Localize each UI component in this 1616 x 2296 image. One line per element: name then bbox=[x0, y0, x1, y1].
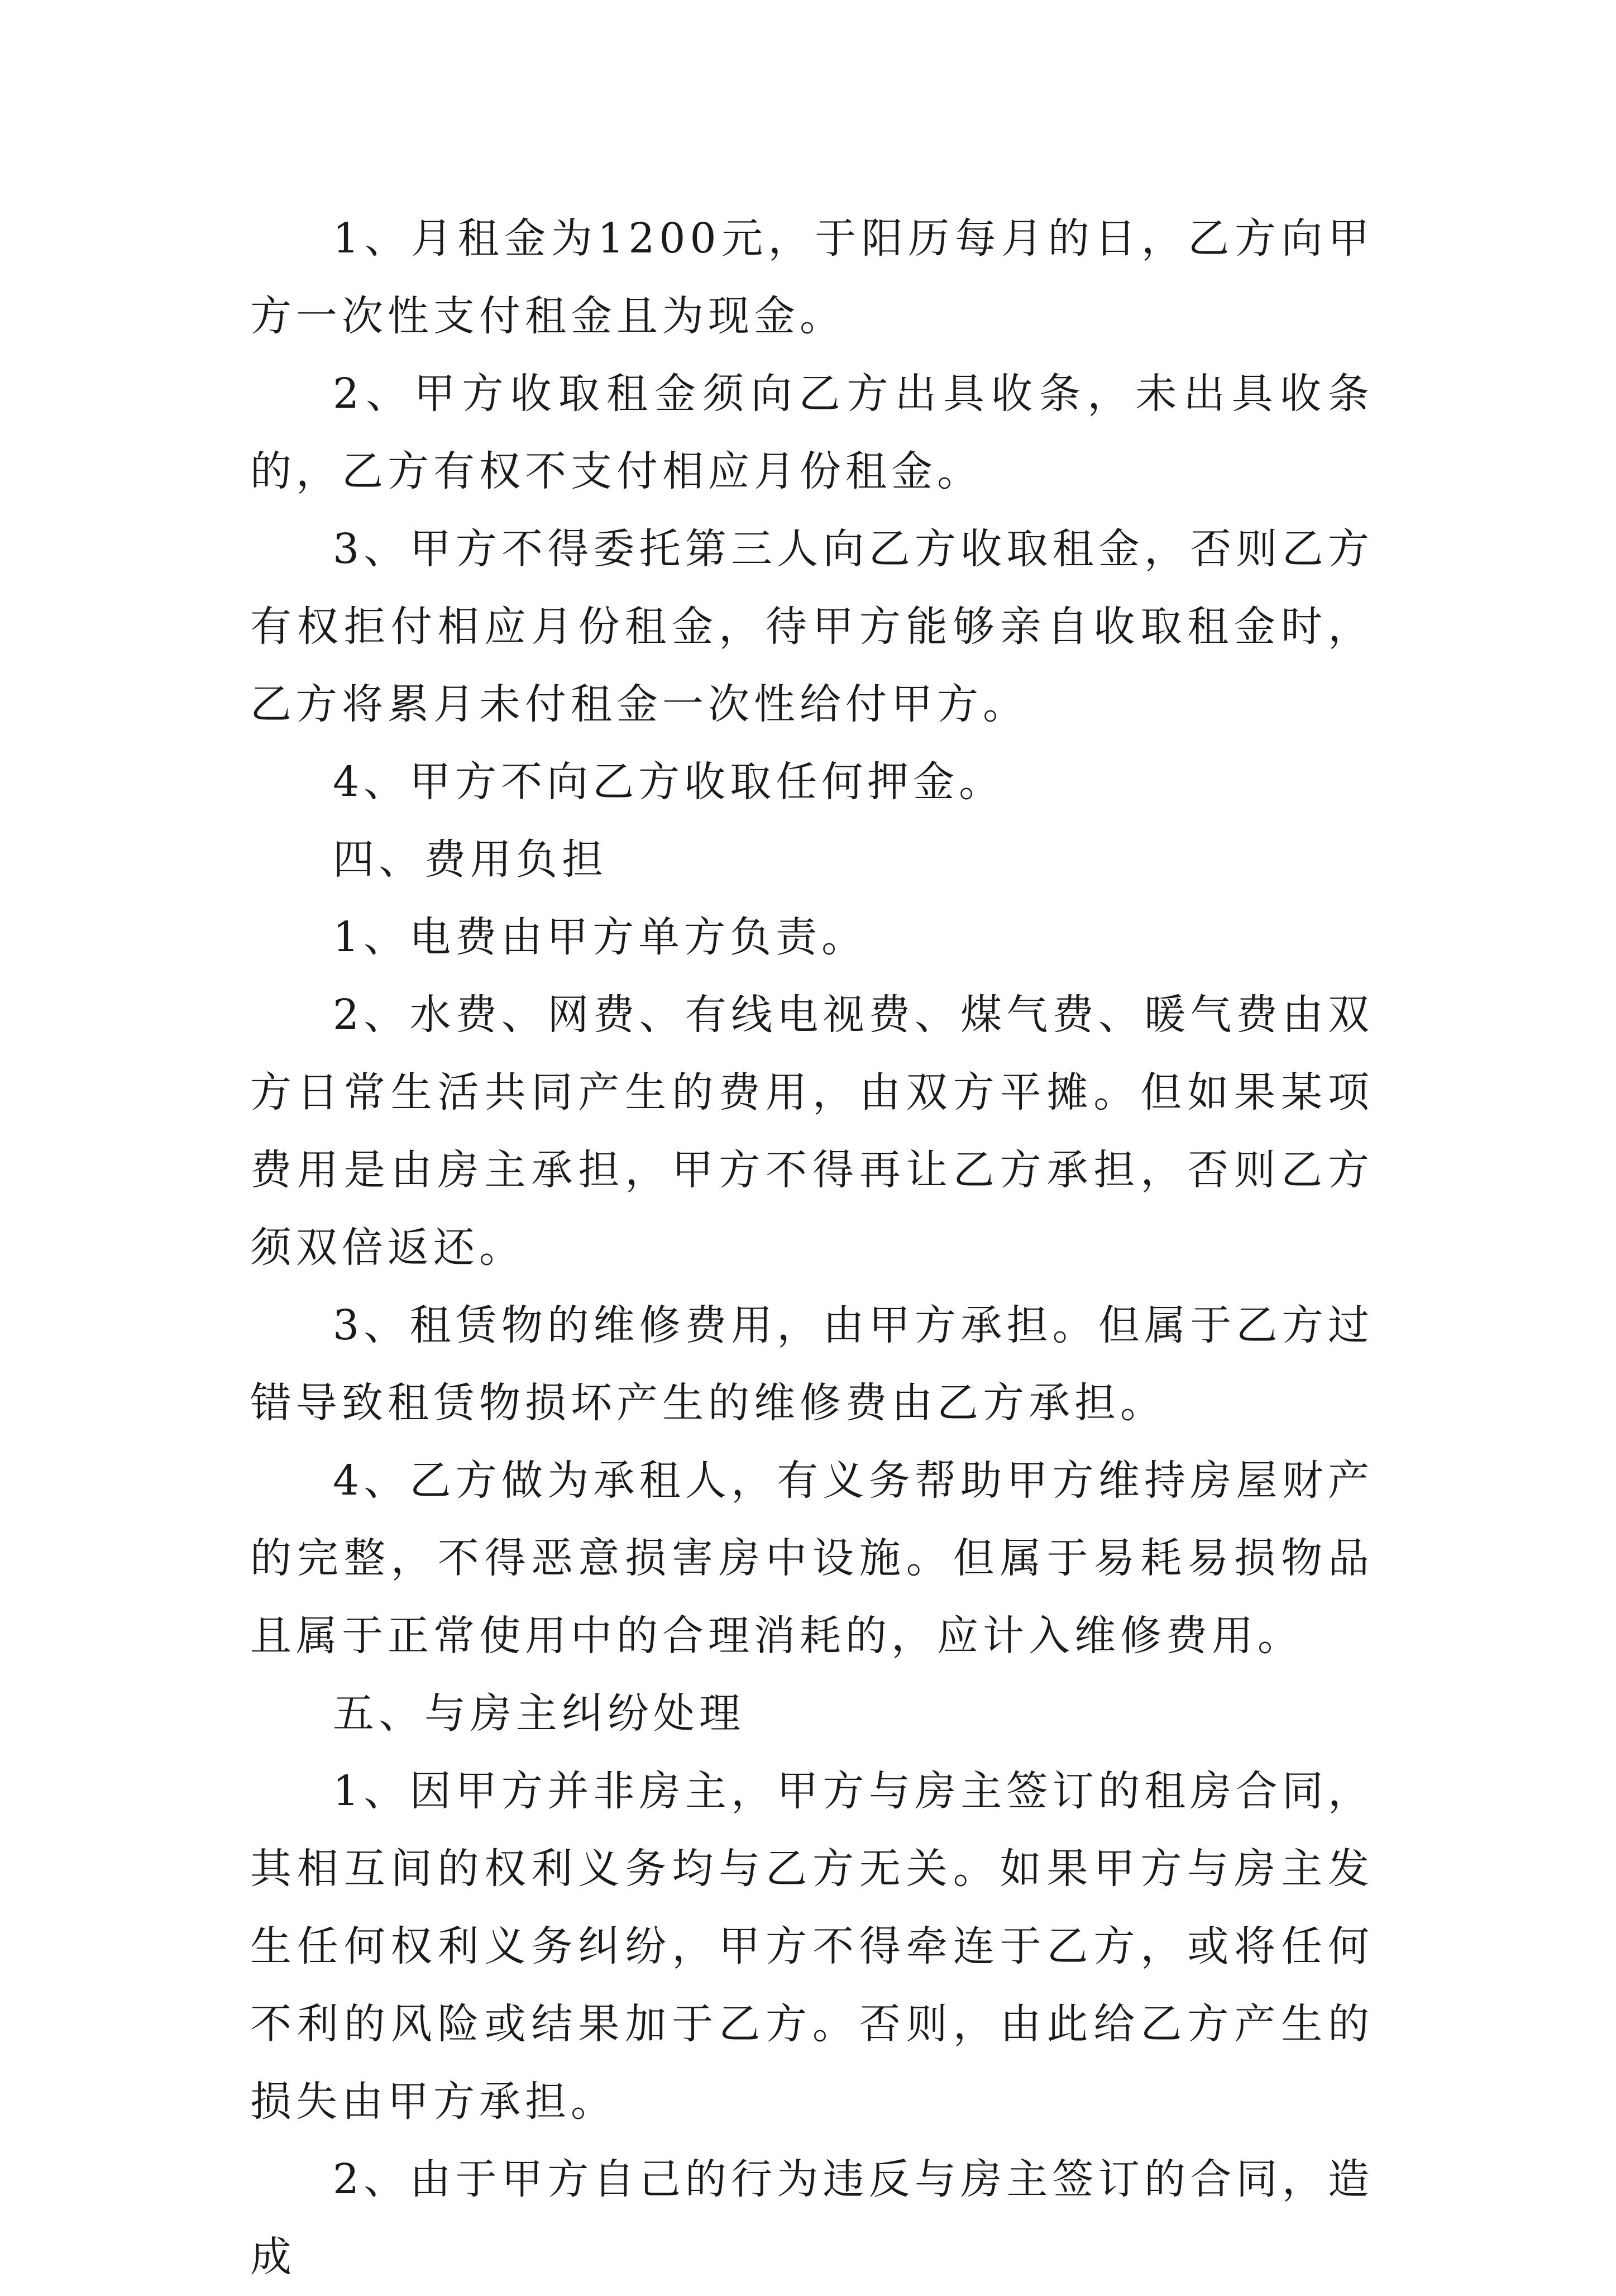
document-body bbox=[250, 200, 1374, 2296]
clause-rent-receipt: 2、甲方收取租金须向乙方出具收条，未出具收条的，乙方有权不支付相应月份租金。 bbox=[250, 370, 1374, 495]
clause-tenant-obligations: 4、乙方做为承租人，有义务帮助甲方维持房屋财产的完整，不得恶意损害房中设施。但属于易耗易损物品且属于正常使用中的合理消耗的，应计入维修费用。 bbox=[250, 1457, 1374, 1660]
clause-contract-violation: 2、由于甲方自己的行为违反与房主签订的合同，造成 bbox=[250, 2155, 1374, 2281]
clause-third-party-collection: 3、甲方不得委托第三人向乙方收取租金，否则乙方有权拒付相应月份租金，待甲方能够亲自收取租金时，乙方将累月未付租金一次性给付甲方。 bbox=[250, 525, 1374, 728]
section-heading-landlord-disputes: 五、与房主纠纷处理 bbox=[333, 1689, 745, 1737]
clause-shared-utilities: 2、水费、网费、有线电视费、煤气费、暖气费由双方日常生活共同产生的费用，由双方平摊。但如果某项费用是由房主承担，甲方不得再让乙方承担，否则乙方须双倍返还。 bbox=[250, 991, 1374, 1272]
clause-rent-amount: 1、月租金为1200元，于阳历每月的日，乙方向甲方一次性支付租金且为现金。 bbox=[250, 214, 1374, 340]
clause-repair-costs: 3、租赁物的维修费用，由甲方承担。但属于乙方过错导致租赁物损坏产生的维修费由乙方承担。 bbox=[250, 1301, 1374, 1427]
section-heading-expenses: 四、费用负担 bbox=[333, 836, 608, 884]
clause-no-deposit: 4、甲方不向乙方收取任何押金。 bbox=[333, 758, 1005, 806]
clause-electricity: 1、电费由甲方单方负责。 bbox=[333, 913, 868, 961]
clause-landlord-contract-independence: 1、因甲方并非房主，甲方与房主签订的租房合同，其相互间的权利义务均与乙方无关。如果甲方与房主发生任何权利义务纠纷，甲方不得牵连于乙方，或将任何不利的风险或结果加于乙方。否则，由此给乙方产生的损失由甲方承担。 bbox=[250, 1767, 1374, 2126]
